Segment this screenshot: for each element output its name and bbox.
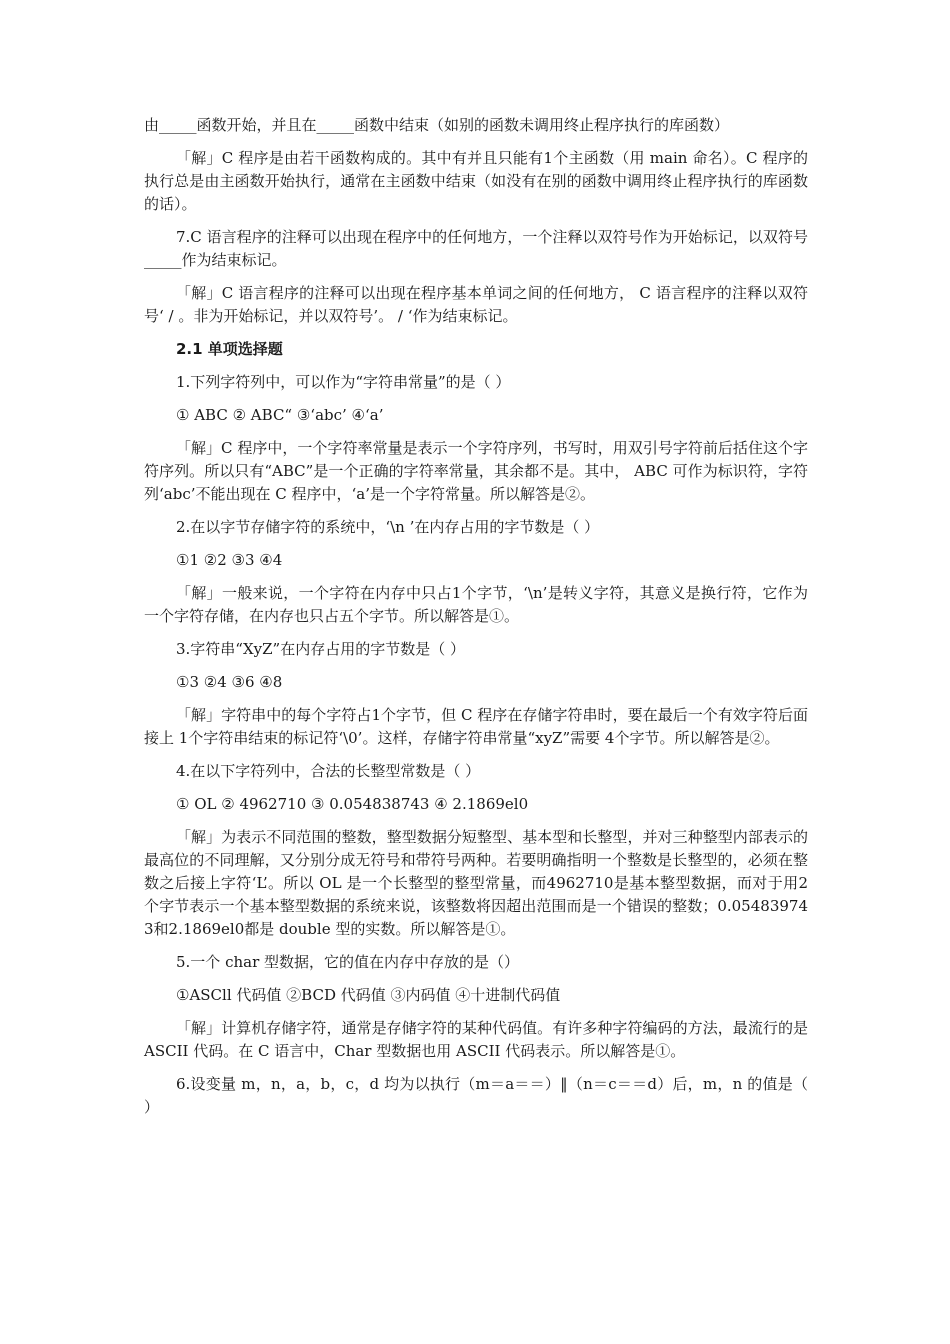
question-6-stem: 6.设变量 m，n，a，b，c，d 均为以执行（m＝a＝＝）‖（n＝c＝＝d）后，m，n 的值是（ ）: [144, 1075, 808, 1116]
question-1-answer: 「解」C 程序中，一个字符率常量是表示一个字符序列，书写时，用双引号字符前后括住这个字符序列。所以只有“ABC”是一个正确的字符率常量，其余都不是。其中， ABC 可作为标识符，字符列‘abc’不能出现在 C 程序中，‘a’是一个字符常量。所以解答是②。: [144, 439, 808, 503]
question-2-options: ①1 ②2 ③3 ④4: [176, 551, 283, 569]
question-3-options: ①3 ②4 ③6 ④8: [176, 673, 283, 691]
paragraph-answer-7: 「解」C 语言程序的注释可以出现在程序基本单词之间的任何地方， C 语言程序的注释以双符号‘ / 。非为开始标记，并以双符号’。 / ‘作为结束标记。: [144, 284, 808, 325]
question-4-stem: 4.在以下字符列中，合法的长整型常数是（ ）: [176, 762, 481, 780]
question-1-stem: 1.下列字符列中，可以作为“字符串常量”的是（ ）: [176, 373, 511, 391]
question-4-answer: 「解」为表示不同范围的整数，整型数据分短整型、基本型和长整型，并对三种整型内部表示的最高位的不同理解，又分别分成无符号和带符号两种。若要明确指明一个整数是长整型的，必须在整数之后接上字符‘L’。所以 OL 是一个长整型的整型常量，而4962710是基本整型数据，而对于用2个字节表示一个基本整型数据的系统来说，该整数将因超出范围而是一个错误的整数；0.054839743和2.1869el0都是 double 型的实数。所以解答是①。: [144, 828, 808, 938]
question-5-answer: 「解」计算机存储字符，通常是存储字符的某种代码值。有许多种字符编码的方法，最流行的是 ASCII 代码。在 C 语言中，Char 型数据也用 ASCII 代码表示。所以解答是①。: [144, 1019, 808, 1060]
paragraph-answer-6: 「解」C 程序是由若干函数构成的。其中有并且只能有1个主函数（用 main 命名）。C 程序的执行总是由主函数开始执行，通常在主函数中结束（如没有在别的函数中调用终止程序执行的库函数的话）。: [144, 149, 808, 213]
question-2-answer: 「解」一般来说，一个字符在内存中只占1个字节，‘\n’是转义字符，其意义是换行符，它作为一个字符存储，在内存也只占五个字节。所以解答是①。: [144, 584, 808, 625]
section-heading: 2.1 单项选择题: [176, 340, 283, 358]
question-4-options: ① OL ② 4962710 ③ 0.054838743 ④ 2.1869el0: [176, 795, 529, 813]
question-1-options: ① ABC ② ABC“ ③‘abc’ ④‘a’: [176, 406, 384, 424]
paragraph-continuation: 由_____函数开始，并且在_____函数中结束（如别的函数未调用终止程序执行的库函数）: [144, 116, 730, 134]
question-3-stem: 3.字符串“XyZ”在内存占用的字节数是（ ）: [176, 640, 465, 658]
paragraph-question-7: 7.C 语言程序的注释可以出现在程序中的任何地方，一个注释以双符号作为开始标记，以双符号_____作为结束标记。: [144, 228, 808, 269]
question-3-answer: 「解」字符串中的每个字符占1个字节，但 C 程序在存储字符串时，要在最后一个有效字符后面接上 1个字符串结束的标记符‘\0’。这样，存储字符串常量“xyZ”需要 4个字节。所以解答是②。: [144, 706, 808, 747]
question-5-stem: 5.一个 char 型数据，它的值在内存中存放的是（）: [176, 953, 520, 971]
question-2-stem: 2.在以字节存储字符的系统中，‘\n ’在内存占用的字节数是（ ）: [176, 518, 600, 536]
question-5-options: ①ASCll 代码值 ②BCD 代码值 ③内码值 ④十进制代码值: [176, 986, 561, 1004]
